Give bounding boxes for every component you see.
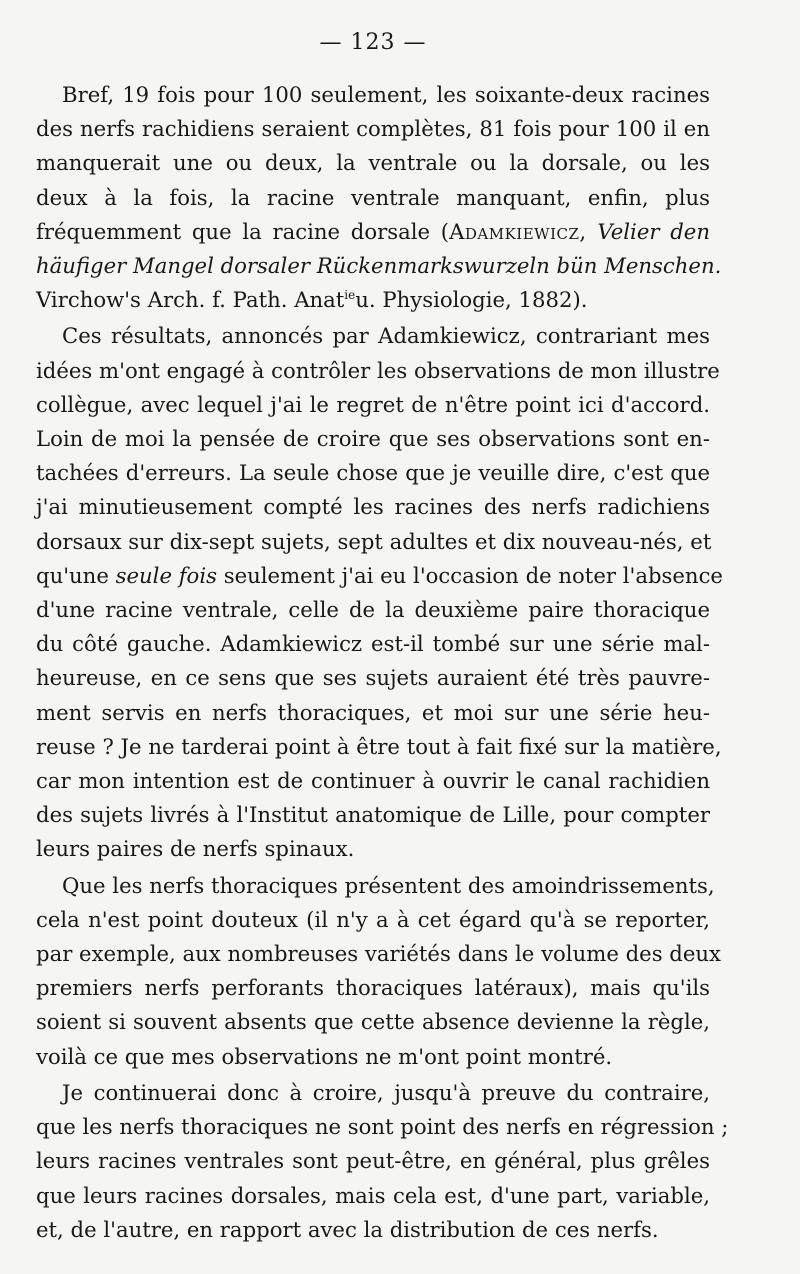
emphasis: seule fois [115,562,217,588]
text-line: Ces résultats, annoncés par Adamkiewicz, contrariant mes [62,323,710,349]
paragraph-2 [36,319,723,866]
text-segment: u. Physiologie, 1882). [355,287,588,313]
text-segment: fréquemment que la racine dorsale ( [36,218,450,244]
text-line: j'ai minutieusement compté les racines des nerfs radichiens [36,494,710,520]
text-line [36,283,710,317]
text-line-with-emphasis [36,559,723,593]
text-line: leurs paires de nerfs spinaux. [36,836,355,862]
superscript: ie [344,288,356,303]
text-line: heureuse, en ce sens que ses sujets auraient été très pauvre- [36,665,710,691]
text-line: cela n'est point douteux (il n'y a à cet égard qu'à se reporter, [36,906,710,932]
text-line: soient si souvent absents que cette absence devienne la règle, [36,1009,710,1035]
text-line-italic [36,249,722,283]
text-line: deux à la fois, la racine ventrale manquant, enfin, plus [36,184,710,210]
text-line: des nerfs rachidiens seraient complètes, 81 fois pour 100 il en [36,116,710,142]
text-line: leurs racines ventrales sont peut-être, en général, plus grêles [36,1148,710,1174]
citation-title: Velier den [597,218,710,244]
text-line: dorsaux sur dix-sept sujets, sept adultes et dix nouveau-nés, et [36,528,712,554]
citation-title-continued: häufiger Mangel dorsaler Rückenmarkswurzeln bün Menschen. [36,253,722,279]
citation-author: Adamkiewicz, [449,218,587,244]
text-line: manquerait une ou deux, la ventrale ou la dorsale, ou les [36,150,710,176]
text-line: premiers nerfs perforants thoraciques latéraux), mais qu'ils [36,975,710,1001]
paragraph-4 [36,1076,729,1247]
paragraph-1 [36,78,722,317]
text-line: voilà ce que mes observations ne m'ont point montré. [36,1043,613,1069]
text-line: tachées d'erreurs. La seule chose que je veuille dire, c'est que [36,460,710,486]
text-line: d'une racine ventrale, celle de la deuxième paire thoracique [36,597,710,623]
text-line: idées m'ont engagé à contrôler les observations de mon illustre [36,357,720,383]
text-line: du côté gauche. Adamkiewicz est-il tombé sur une série mal- [36,631,710,657]
text-line: Je continuerai donc à croire, jusqu'à preuve du contraire, [62,1079,710,1105]
text-line: reuse ? Je ne tarderai point à être tout à fait fixé sur la matière, [36,733,722,759]
paragraph-3 [36,869,721,1074]
text-line: car mon intention est de continuer à ouvrir le canal rachidien [36,768,710,794]
text-line: que les nerfs thoraciques ne sont point des nerfs en régression ; [36,1114,729,1140]
page-number: — 123 — [319,30,427,55]
text-line: collègue, avec lequel j'ai le regret de n'être point ici d'accord. [36,391,710,417]
text-segment: seulement j'ai eu l'occasion de noter l'absence [216,562,723,588]
text-line: et, de l'autre, en rapport avec la distribution de ces nerfs. [36,1216,659,1242]
text-line: Loin de moi la pensée de croire que ses observations sont en- [36,426,710,452]
text-segment: qu'une [36,562,116,588]
text-line: Bref, 19 fois pour 100 seulement, les soixante-deux racines [62,82,710,107]
text-segment: Virchow's Arch. f. Path. Anat [36,287,345,313]
text-line: des sujets livrés à l'Institut anatomique de Lille, pour compter [36,802,710,828]
text-line: par exemple, aux nombreuses variétés dans le volume des deux [36,941,721,967]
text-line: que leurs racines dorsales, mais cela est, d'une part, variable, [36,1182,710,1208]
text-line-with-citation [36,215,710,249]
text-line: ment servis en nerfs thoraciques, et moi sur une série heu- [36,699,710,725]
text-line: Que les nerfs thoraciques présentent des amoindrissements, [62,872,715,898]
